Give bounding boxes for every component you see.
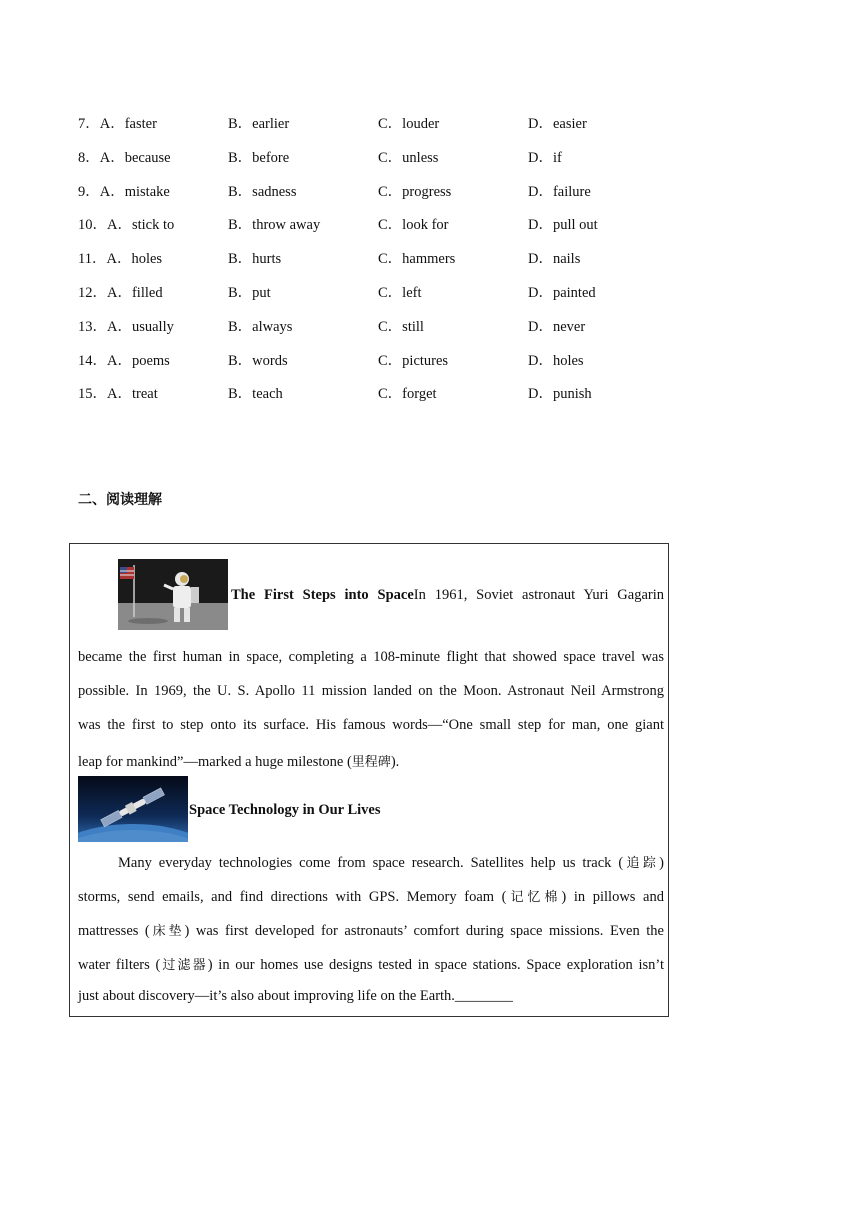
passage-line: leap for mankind”—marked a huge milestone (里程碑). [78, 754, 400, 770]
option-text: C．progress [378, 183, 452, 200]
option-d [528, 180, 591, 201]
heading-first-steps: The First Steps into Space [231, 587, 414, 603]
question-row [78, 213, 678, 247]
section-title: 二、阅读理解 [78, 492, 162, 508]
option-text: D．never [528, 318, 586, 335]
passage-line: storms, send emails, and find directions with GPS. Memory foam (记忆棉) in pillows and [78, 889, 664, 905]
option-d [528, 349, 584, 370]
option-text: A．holes [106, 251, 163, 268]
question-row [78, 382, 678, 416]
option-b [228, 213, 320, 234]
option-text: C．forget [378, 386, 437, 403]
option-text: B．sadness [228, 183, 297, 200]
question-row [78, 349, 678, 383]
question-row [78, 146, 678, 180]
option-c [378, 382, 437, 403]
option-a [78, 112, 157, 133]
question-row [78, 112, 678, 146]
option-text: B．always [228, 318, 293, 335]
option-text: D．pull out [528, 217, 598, 234]
option-text: C．still [378, 318, 424, 335]
passage-line: Many everyday technologies come from space research. Satellites help us track (追踪) [118, 855, 664, 871]
question-row [78, 247, 678, 281]
option-text: A．faster [99, 116, 157, 132]
option-text: A．filled [107, 284, 163, 301]
option-b [228, 349, 288, 370]
option-c [378, 146, 438, 167]
option-b [228, 247, 281, 268]
option-d [528, 315, 585, 336]
option-d [528, 146, 562, 167]
passage-line-1: The First Steps into SpaceIn 1961, Soviet astronaut Yuri Gagarin [231, 587, 665, 603]
option-text: B．earlier [228, 116, 290, 132]
option-text: D．easier [528, 116, 587, 132]
passage-line: water filters (过滤器) in our homes use designs tested in space stations. Space exploration isn’t [78, 957, 664, 973]
passage-line: was the first to step onto its surface. His famous words—“One small step for man, one giant [78, 717, 664, 733]
question-number: 7． [78, 116, 100, 132]
option-b [228, 146, 289, 167]
astronaut-moon-image [118, 559, 228, 630]
option-text: C．left [378, 284, 422, 301]
option-b [228, 180, 296, 201]
option-a [78, 281, 163, 302]
option-text: D．painted [528, 284, 596, 301]
question-number: 11． [78, 251, 107, 268]
question-number: 12． [78, 284, 107, 301]
passage-line: became the first human in space, completing a 108-minute flight that showed space travel was [78, 649, 664, 665]
option-text: A．mistake [99, 183, 170, 200]
option-text: C．louder [378, 116, 440, 132]
passage-line: mattresses (床垫) was first developed for astronauts’ comfort during space missions. Even the [78, 923, 664, 939]
option-text: B．teach [228, 386, 283, 403]
option-text: B．words [228, 352, 288, 369]
option-text: A．stick to [107, 217, 175, 234]
option-b [228, 382, 283, 403]
option-d [528, 213, 598, 234]
option-a [78, 247, 162, 268]
option-text: A．because [99, 149, 171, 166]
question-number: 10． [78, 217, 107, 234]
option-text: D．holes [528, 352, 584, 369]
option-text: C．pictures [378, 352, 449, 369]
question-row [78, 180, 678, 214]
option-d [528, 247, 580, 268]
option-text: A．poems [107, 352, 170, 369]
option-text: A．usually [107, 318, 174, 335]
option-c [378, 213, 448, 234]
option-text: C．hammers [378, 251, 456, 268]
option-text: C．look for [378, 217, 449, 234]
question-number: 9． [78, 183, 100, 200]
option-b [228, 315, 292, 336]
option-c [378, 281, 422, 302]
question-number: 15． [78, 386, 107, 403]
option-c [378, 180, 451, 201]
option-c [378, 349, 448, 370]
option-a [78, 213, 174, 234]
passage-line: possible. In 1969, the U. S. Apollo 11 mission landed on the Moon. Astronaut Neil Armstrong [78, 683, 664, 699]
options-list [78, 112, 678, 416]
option-a [78, 146, 171, 167]
option-text: B．hurts [228, 251, 282, 268]
option-b [228, 112, 289, 133]
question-number: 14． [78, 352, 107, 369]
option-text: B．before [228, 149, 290, 166]
option-d [528, 281, 596, 302]
option-d [528, 382, 592, 403]
option-a [78, 180, 170, 201]
option-a [78, 382, 158, 403]
option-text: D．nails [528, 251, 581, 268]
option-text: A．treat [107, 386, 158, 403]
option-a [78, 349, 170, 370]
question-row [78, 315, 678, 349]
space-station-image [78, 776, 188, 842]
option-text: D．if [528, 149, 562, 166]
option-b [228, 281, 271, 302]
passage-line: just about discovery—it’s also about improving life on the Earth.________ [78, 988, 513, 1004]
option-c [378, 315, 424, 336]
reading-passage-box [69, 543, 669, 1017]
option-c [378, 112, 439, 133]
option-text: B．throw away [228, 217, 321, 234]
question-number: 8． [78, 149, 100, 166]
option-text: D．punish [528, 386, 592, 403]
option-d [528, 112, 587, 133]
option-a [78, 315, 174, 336]
question-row [78, 281, 678, 315]
option-text: C．unless [378, 149, 439, 166]
option-text: D．failure [528, 183, 591, 200]
heading-space-technology: Space Technology in Our Lives [189, 802, 381, 818]
question-number: 13． [78, 318, 107, 335]
option-c [378, 247, 455, 268]
option-text: B．put [228, 284, 271, 301]
